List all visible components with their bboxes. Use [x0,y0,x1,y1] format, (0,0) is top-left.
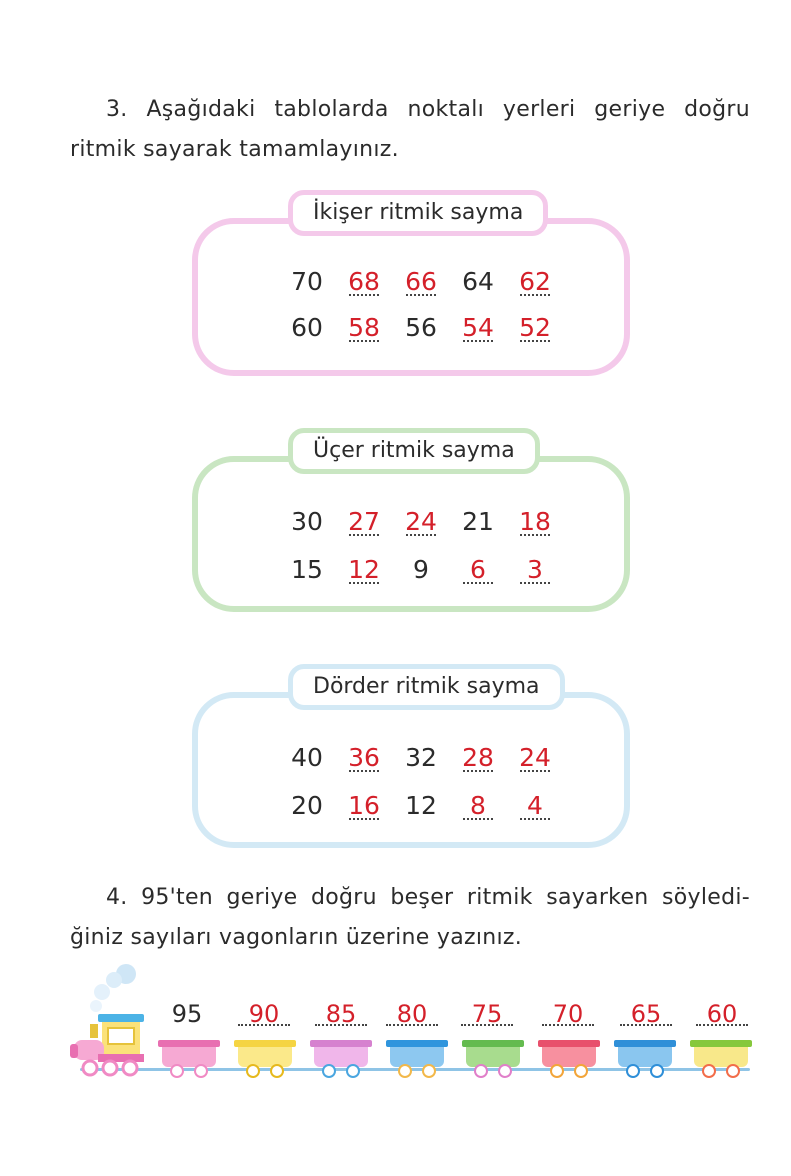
answer-number: 68 [339,262,389,302]
wagon-label: 90 [234,994,294,1034]
question-4-line-1-text: 95'ten geriye doğru beşer ritmik sayarken söyledi- [141,885,750,910]
given-number: 56 [405,313,437,342]
wagon [690,1040,752,1074]
wagon-label: 95 [171,1000,203,1028]
question-4-line-1 [70,878,750,918]
wagon-label: 60 [692,994,752,1034]
wagon-label: 80 [382,994,442,1034]
answer-number: 28 [453,738,503,778]
answer-number: 58 [339,308,389,348]
wagon [462,1040,524,1074]
answer-number: 3 [510,550,560,590]
wagon-label: 75 [457,994,517,1034]
wagon [310,1040,372,1074]
given-number: 21 [462,507,494,536]
smoke-icon [86,962,146,1014]
answer-number: 36 [339,738,389,778]
table-ikiser-row-2 [282,308,582,348]
given-number: 9 [413,555,429,584]
wagon-label: 85 [311,994,371,1034]
answer-number: 24 [396,502,446,542]
question-3-line-2: ritmik sayarak tamamlayınız. [70,137,399,162]
given-number: 30 [291,507,323,536]
given-number: 64 [462,267,494,296]
table-dorder-row-2 [282,786,582,826]
question-3-line-1-text: Aşağıdaki tablolarda noktalı yerleri geriye doğru [146,97,750,122]
question-3-line-1 [70,90,750,130]
wagon [386,1040,448,1074]
given-number: 15 [291,555,323,584]
wagon [614,1040,676,1074]
answer-number: 52 [510,308,560,348]
locomotive-icon [70,1010,150,1078]
wagon [234,1040,296,1074]
table-ucer-row-1 [282,502,582,542]
answer-number: 62 [510,262,560,302]
question-4-line-2: ğiniz sayıları vagonların üzerine yazınız. [70,925,523,950]
answer-number: 16 [339,786,389,826]
given-number: 32 [405,743,437,772]
table-dorder-title: Dörder ritmik sayma [288,664,565,710]
table-ikiser-title: İkişer ritmik sayma [288,190,548,236]
table-ucer-row-2 [282,550,582,590]
answer-number: 8 [453,786,503,826]
table-ikiser-row-1 [282,262,582,302]
question-4-number: 4. [106,885,128,910]
answer-number: 24 [510,738,560,778]
table-ucer-title: Üçer ritmik sayma [288,428,540,474]
question-4-text [70,878,750,958]
answer-number: 4 [510,786,560,826]
question-3-text [70,90,750,170]
answer-number: 66 [396,262,446,302]
answer-number: 18 [510,502,560,542]
table-dorder-row-1 [282,738,582,778]
answer-number: 27 [339,502,389,542]
given-number: 60 [291,313,323,342]
wagon [158,1040,220,1074]
given-number: 20 [291,791,323,820]
answer-number: 54 [453,308,503,348]
given-number: 12 [405,791,437,820]
wagon [538,1040,600,1074]
answer-number: 6 [453,550,503,590]
wagon-label: 70 [538,994,598,1034]
question-3-number: 3. [106,97,128,122]
given-number: 70 [291,267,323,296]
given-number: 40 [291,743,323,772]
answer-number: 12 [339,550,389,590]
wagon-label: 65 [616,994,676,1034]
